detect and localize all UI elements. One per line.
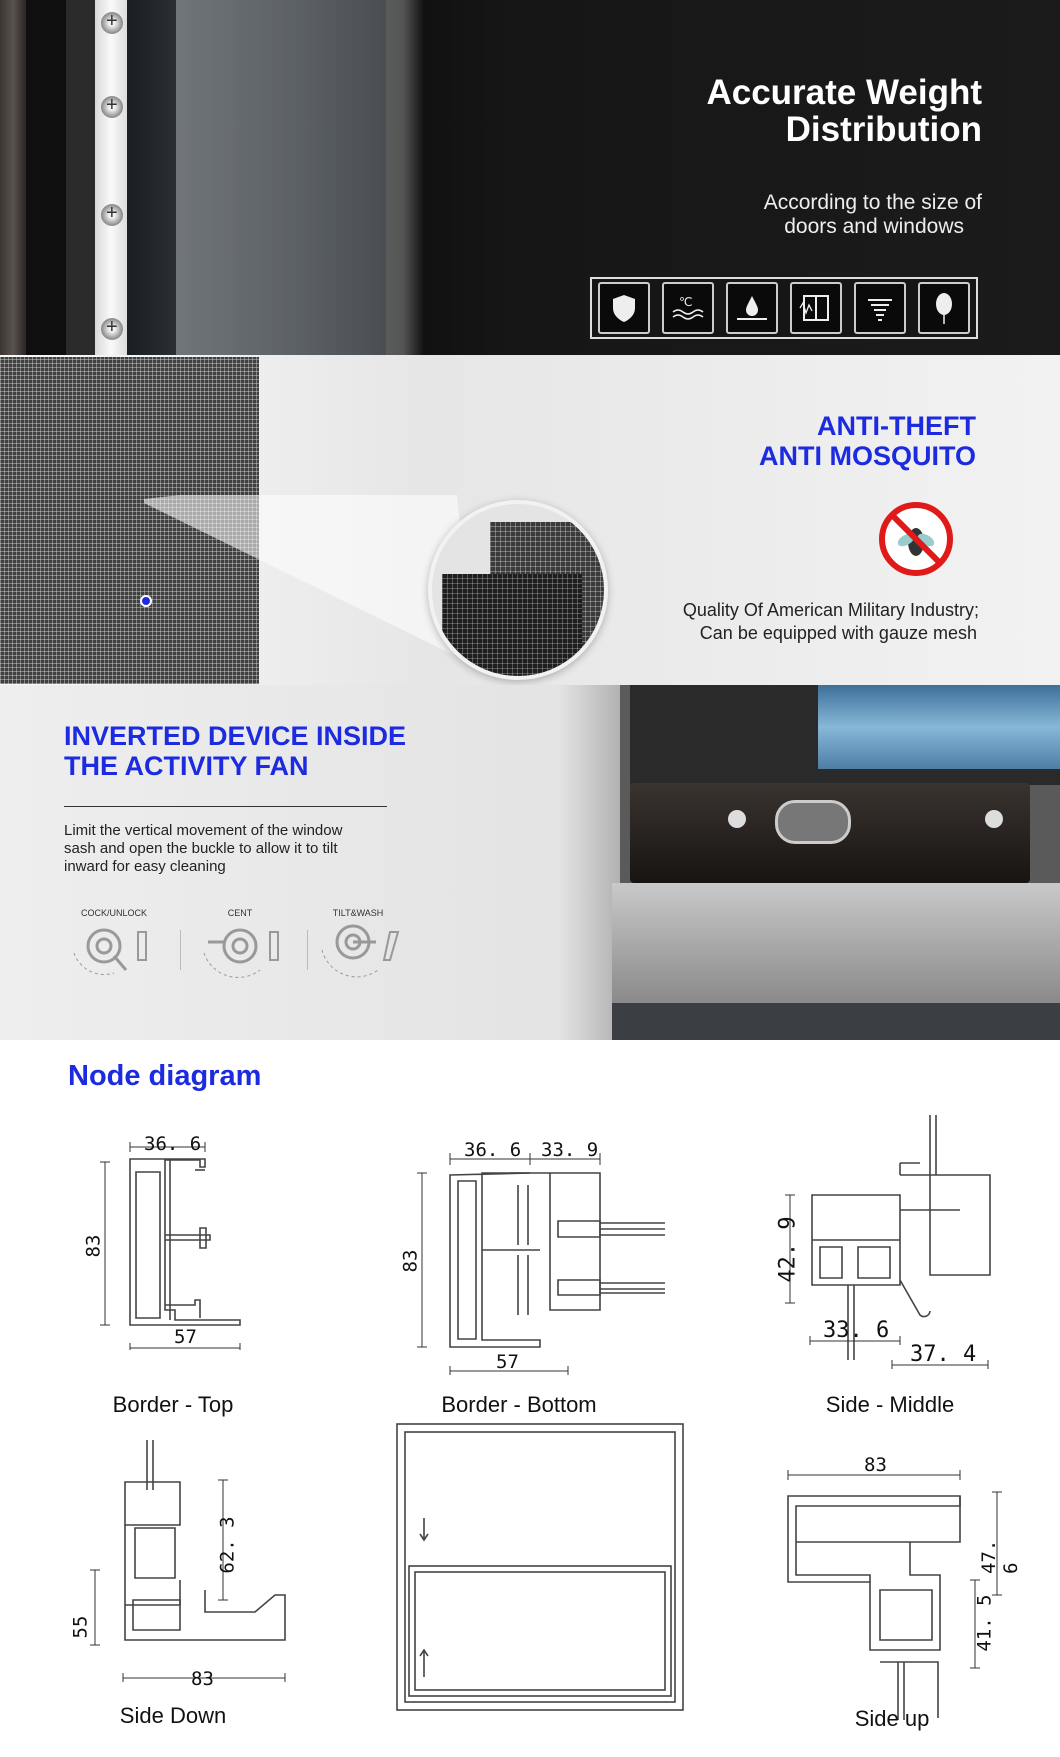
border-top-width-label: 36. 6 <box>144 1133 202 1155</box>
side-middle-diagram <box>760 1115 1010 1375</box>
side-down-base-label: 83 <box>191 1668 214 1690</box>
hero-title-line1: Accurate Weight <box>706 73 982 112</box>
window-elevation-diagram <box>395 1422 685 1712</box>
border-top-caption: Border - Top <box>112 1392 234 1417</box>
side-up-profile <box>760 1450 1020 1720</box>
device-title-line1: INVERTED DEVICE INSIDE <box>64 721 407 751</box>
hero-title-line2: Distribution <box>785 110 982 149</box>
temperature-icon <box>662 282 714 334</box>
zoom-point <box>140 595 152 607</box>
border-bottom-width1-label: 36. 6 <box>464 1139 522 1161</box>
side-down-diagram <box>65 1440 305 1700</box>
mesh-zoom-circle <box>428 500 608 680</box>
hero-subtitle-line2: doors and windows <box>784 215 964 238</box>
mode-cock-unlock <box>64 908 164 980</box>
side-down-profile <box>65 1440 305 1700</box>
side-middle-caption: Side - Middle <box>825 1392 955 1417</box>
mesh-desc-line1: Quality Of American Military Industry; <box>682 600 979 620</box>
windproof-icon <box>854 282 906 334</box>
svg-text:℃: ℃ <box>679 295 693 309</box>
side-down-caption: Side Down <box>119 1703 227 1728</box>
soundproof-icon <box>790 282 842 334</box>
border-bottom-base-label: 57 <box>496 1351 519 1373</box>
mode-cent <box>190 908 290 980</box>
side-up-width-label: 83 <box>864 1454 887 1476</box>
feature-icon-bar <box>590 277 978 339</box>
side-up-height2-label: 41. 5 <box>973 1594 996 1652</box>
window-elevation-drawing <box>395 1422 685 1712</box>
side-middle-height-label: 42. 9 <box>775 1216 801 1283</box>
border-bottom-profile <box>400 1125 680 1385</box>
border-top-base-label: 57 <box>174 1326 197 1348</box>
device-section <box>0 685 1060 1040</box>
waterproof-icon <box>726 282 778 334</box>
border-bottom-diagram <box>400 1125 680 1385</box>
mode-label: CENT <box>227 908 253 918</box>
shield-icon <box>598 282 650 334</box>
no-mosquito-icon <box>879 502 953 576</box>
border-bottom-width2-label: 33. 9 <box>541 1139 599 1161</box>
zoom-beam <box>144 495 474 655</box>
screw-image <box>101 12 123 34</box>
device-title-line2: THE ACTIVITY FAN <box>64 751 309 781</box>
screw-image <box>101 204 123 226</box>
node-diagram-title: Node diagram <box>68 1060 262 1092</box>
balloon-icon <box>918 282 970 334</box>
side-up-diagram <box>760 1450 1020 1720</box>
mode-tilt-wash <box>308 908 408 980</box>
border-bottom-height-label: 83 <box>399 1249 422 1273</box>
lock-knob-image <box>775 800 851 844</box>
device-description <box>64 822 404 876</box>
border-top-height-label: 83 <box>82 1234 105 1258</box>
section-divider <box>64 806 387 807</box>
screw-image <box>101 318 123 340</box>
side-down-height2-label: 55 <box>69 1615 92 1639</box>
side-up-caption: Side up <box>854 1706 930 1731</box>
hero-section <box>0 0 1060 355</box>
window-glass-image <box>818 685 1060 769</box>
handle-diagram-icon <box>64 918 164 978</box>
device-desc-line3: inward for easy cleaning <box>64 858 226 875</box>
border-bottom-caption: Border - Bottom <box>441 1392 597 1417</box>
seal-strip <box>95 0 127 355</box>
device-desc-line2: sash and open the buckle to allow it to tilt <box>64 840 338 857</box>
device-desc-line1: Limit the vertical movement of the window <box>64 822 343 839</box>
mesh-desc-line2: Can be equipped with gauze mesh <box>699 623 977 643</box>
handle-diagram-icon <box>308 918 408 978</box>
door-frame-image <box>0 0 26 355</box>
side-middle-base2-label: 37. 4 <box>910 1342 977 1367</box>
side-up-height1-label: 47. 6 <box>978 1539 1022 1574</box>
hero-subtitle-line1: According to the size of <box>763 191 982 214</box>
border-top-diagram <box>70 1120 270 1350</box>
sash-frame-image <box>612 883 1060 1003</box>
mesh-title-line1: ANTI-THEFT <box>817 411 976 441</box>
mesh-title-line2: ANTI MOSQUITO <box>758 441 976 471</box>
mode-label: TILT&WASH <box>332 908 384 918</box>
side-down-height1-label: 62. 3 <box>216 1516 239 1574</box>
handle-diagram-icon <box>190 918 290 978</box>
glass-panel-image <box>176 0 386 355</box>
mode-label: COCK/UNLOCK <box>80 908 147 918</box>
screw-image <box>101 96 123 118</box>
side-middle-base1-label: 33. 6 <box>823 1318 890 1343</box>
mesh-section <box>0 355 1060 685</box>
